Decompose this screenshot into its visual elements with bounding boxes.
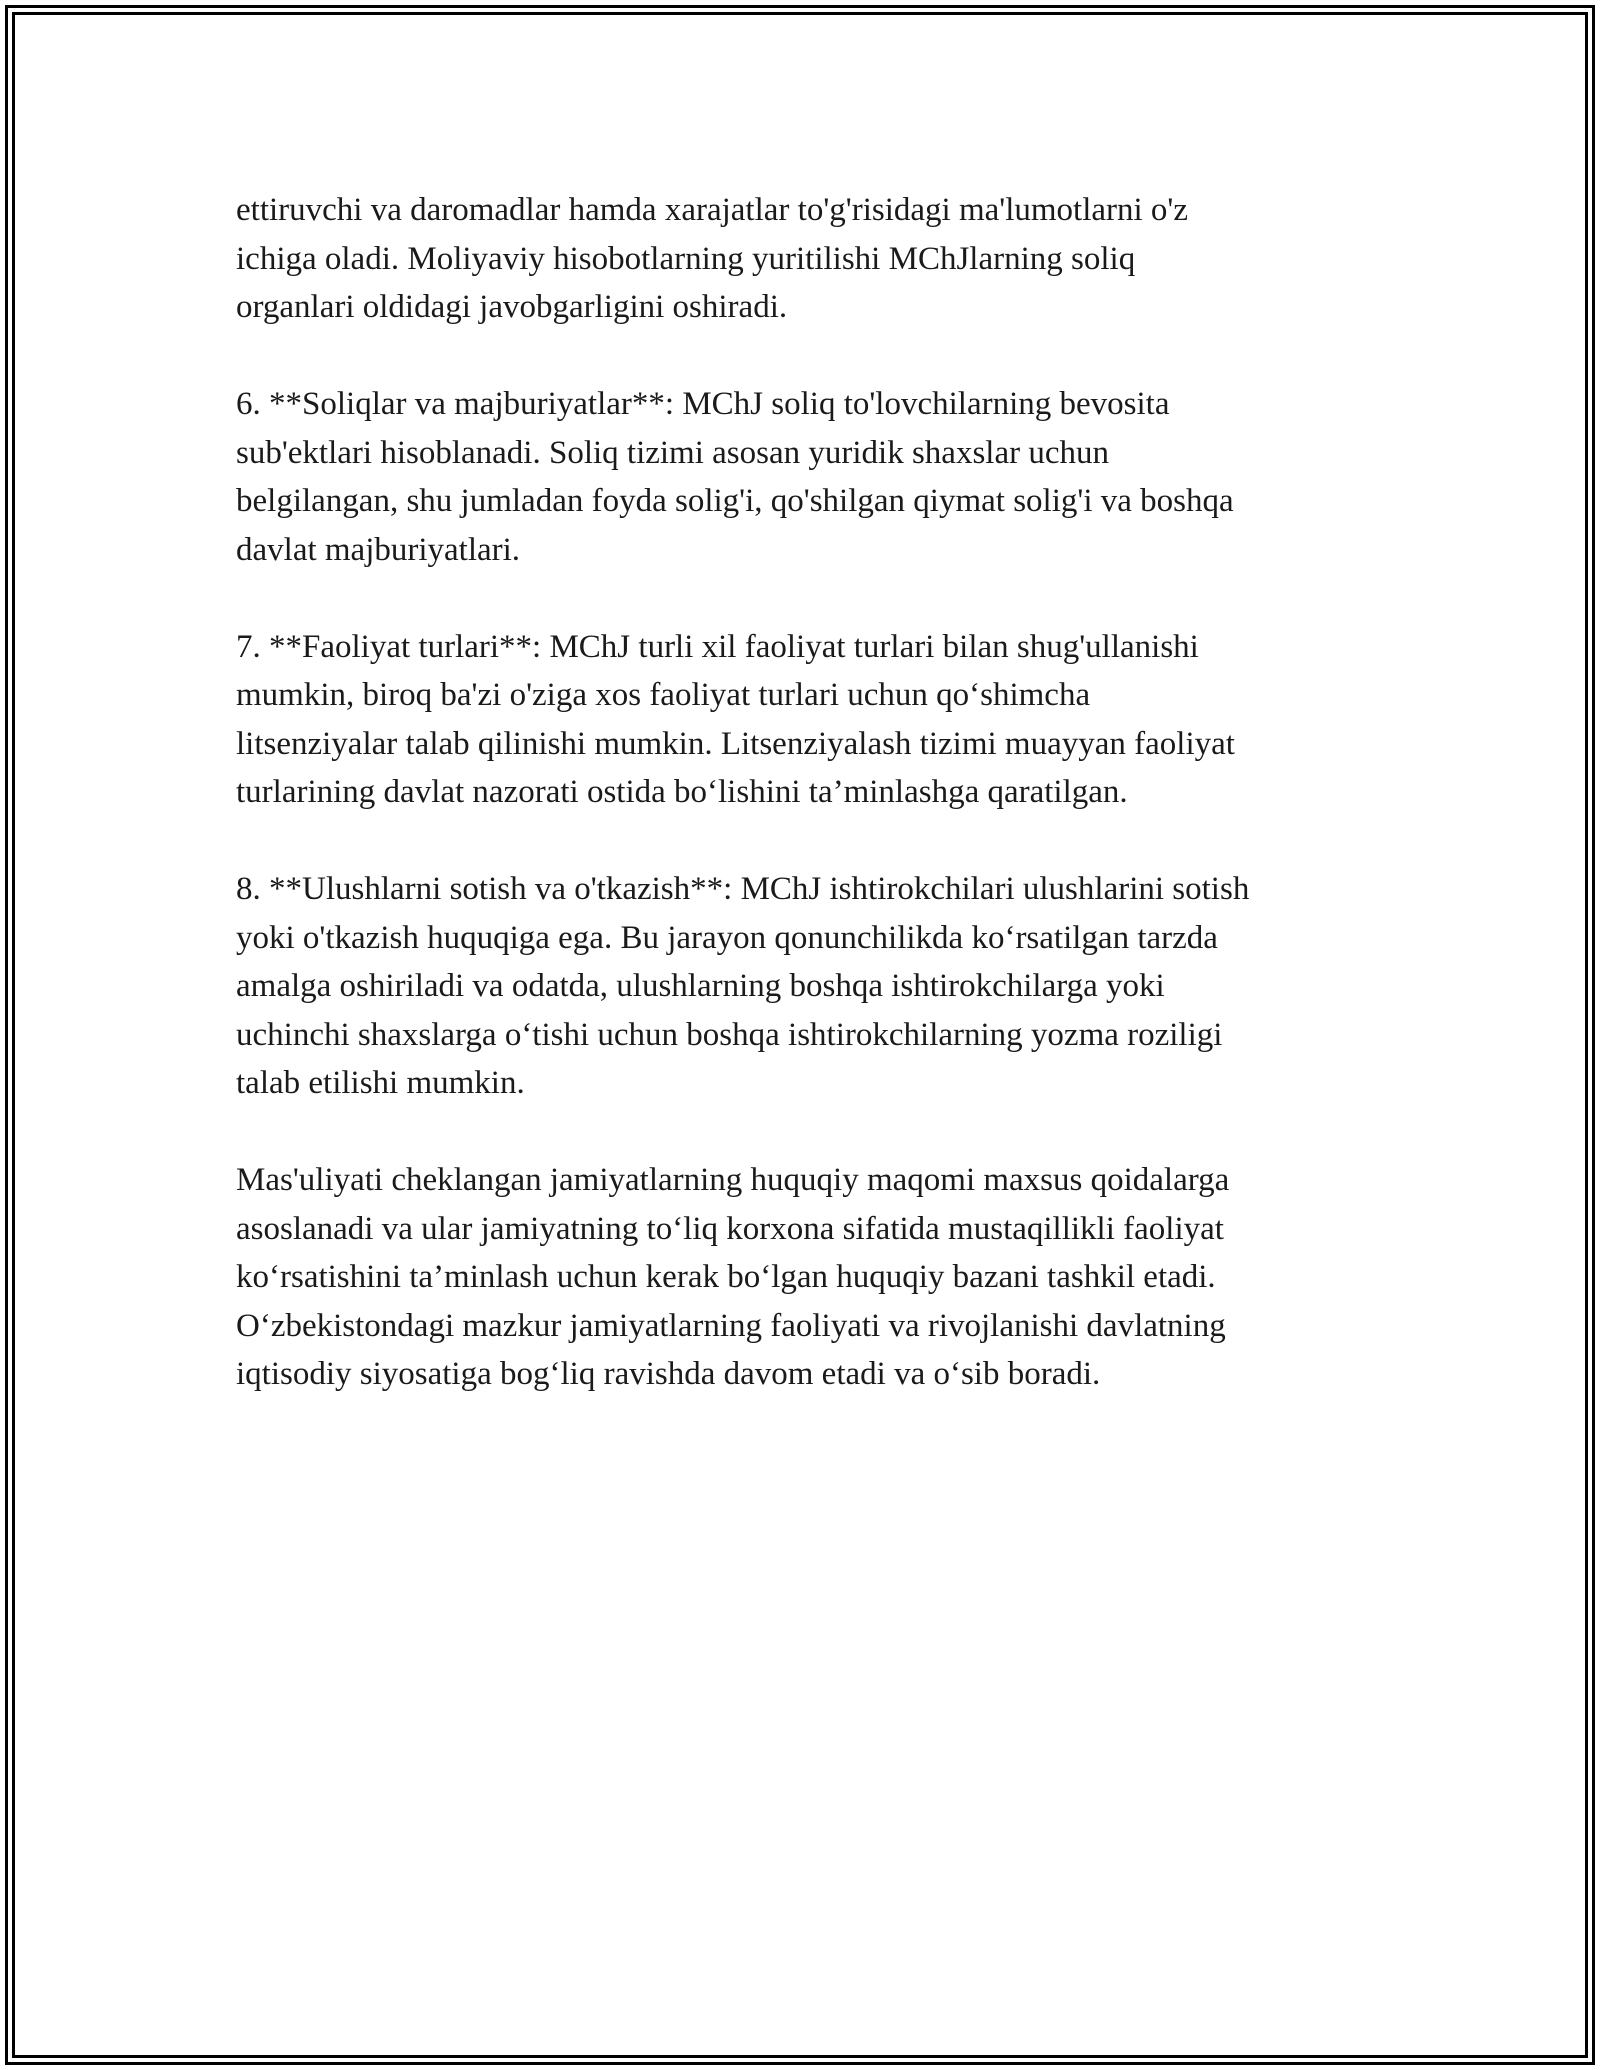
text-line: uchinchi shaxslarga o‘tishi uchun boshqa ishtirokchilarning yozma roziligi	[236, 1016, 1223, 1053]
text-line: ettiruvchi va daromadlar hamda xarajatlar to'g'risidagi ma'lumotlarni o'z	[236, 192, 1189, 228]
text-line: O‘zbekistondagi mazkur jamiyatlarning faoliyati va rivojlanishi davlatning	[236, 1307, 1226, 1344]
text-line: 8. **Ulushlarni sotish va o'tkazish**: MChJ ishtirokchilari ulushlarini sotish	[236, 871, 1250, 907]
text-line: ichiga oladi. Moliyaviy hisobotlarning yuritilishi MChJlarning soliq	[236, 240, 1136, 277]
text-line: ko‘rsatishini ta’minlash uchun kerak bo‘lgan huquqiy bazani tashkil etadi.	[236, 1259, 1216, 1295]
text-line: amalga oshiriladi va odatda, ulushlarning boshqa ishtirokchilarga yoki	[236, 968, 1165, 1004]
paragraph-activity-types	[236, 623, 1376, 817]
document-body	[236, 186, 1376, 1447]
text-line: sub'ektlari hisoblanadi. Soliq tizimi asosan yuridik shaxslar uchun	[236, 434, 1109, 471]
paragraph-taxes	[236, 380, 1376, 574]
text-line: litsenziyalar talab qilinishi mumkin. Litsenziyalash tizimi muayyan faoliyat	[236, 725, 1235, 762]
text-line: davlat majburiyatlari.	[236, 531, 521, 568]
paragraph-conclusion	[236, 1156, 1376, 1399]
paragraph-financial-reporting	[236, 186, 1376, 332]
paragraph-share-transfer	[236, 865, 1376, 1108]
text-line: turlarining davlat nazorati ostida bo‘lishini ta’minlashga qaratilgan.	[236, 774, 1128, 810]
text-line: iqtisodiy siyosatiga bog‘liq ravishda davom etadi va o‘sib boradi.	[236, 1356, 1101, 1392]
text-line: Mas'uliyati cheklangan jamiyatlarning huquqiy maqomi maxsus qoidalarga	[236, 1162, 1230, 1198]
text-line: belgilangan, shu jumladan foyda solig'i, qo'shilgan qiymat solig'i va boshqa	[236, 483, 1234, 519]
text-line: yoki o'tkazish huquqiga ega. Bu jarayon qonunchilikda ko‘rsatilgan tarzda	[236, 919, 1218, 956]
text-line: 6. **Soliqlar va majburiyatlar**: MChJ soliq to'lovchilarning bevosita	[236, 386, 1170, 422]
text-line: 7. **Faoliyat turlari**: MChJ turli xil faoliyat turlari bilan shug'ullanishi	[236, 628, 1199, 665]
text-line: asoslanadi va ular jamiyatning to‘liq korxona sifatida mustaqillikli faoliyat	[236, 1210, 1224, 1247]
text-line: mumkin, biroq ba'zi o'ziga xos faoliyat turlari uchun qo‘shimcha	[236, 677, 1091, 713]
text-line: organlari oldidagi javobgarligini oshiradi.	[236, 289, 788, 325]
text-line: talab etilishi mumkin.	[236, 1065, 525, 1101]
